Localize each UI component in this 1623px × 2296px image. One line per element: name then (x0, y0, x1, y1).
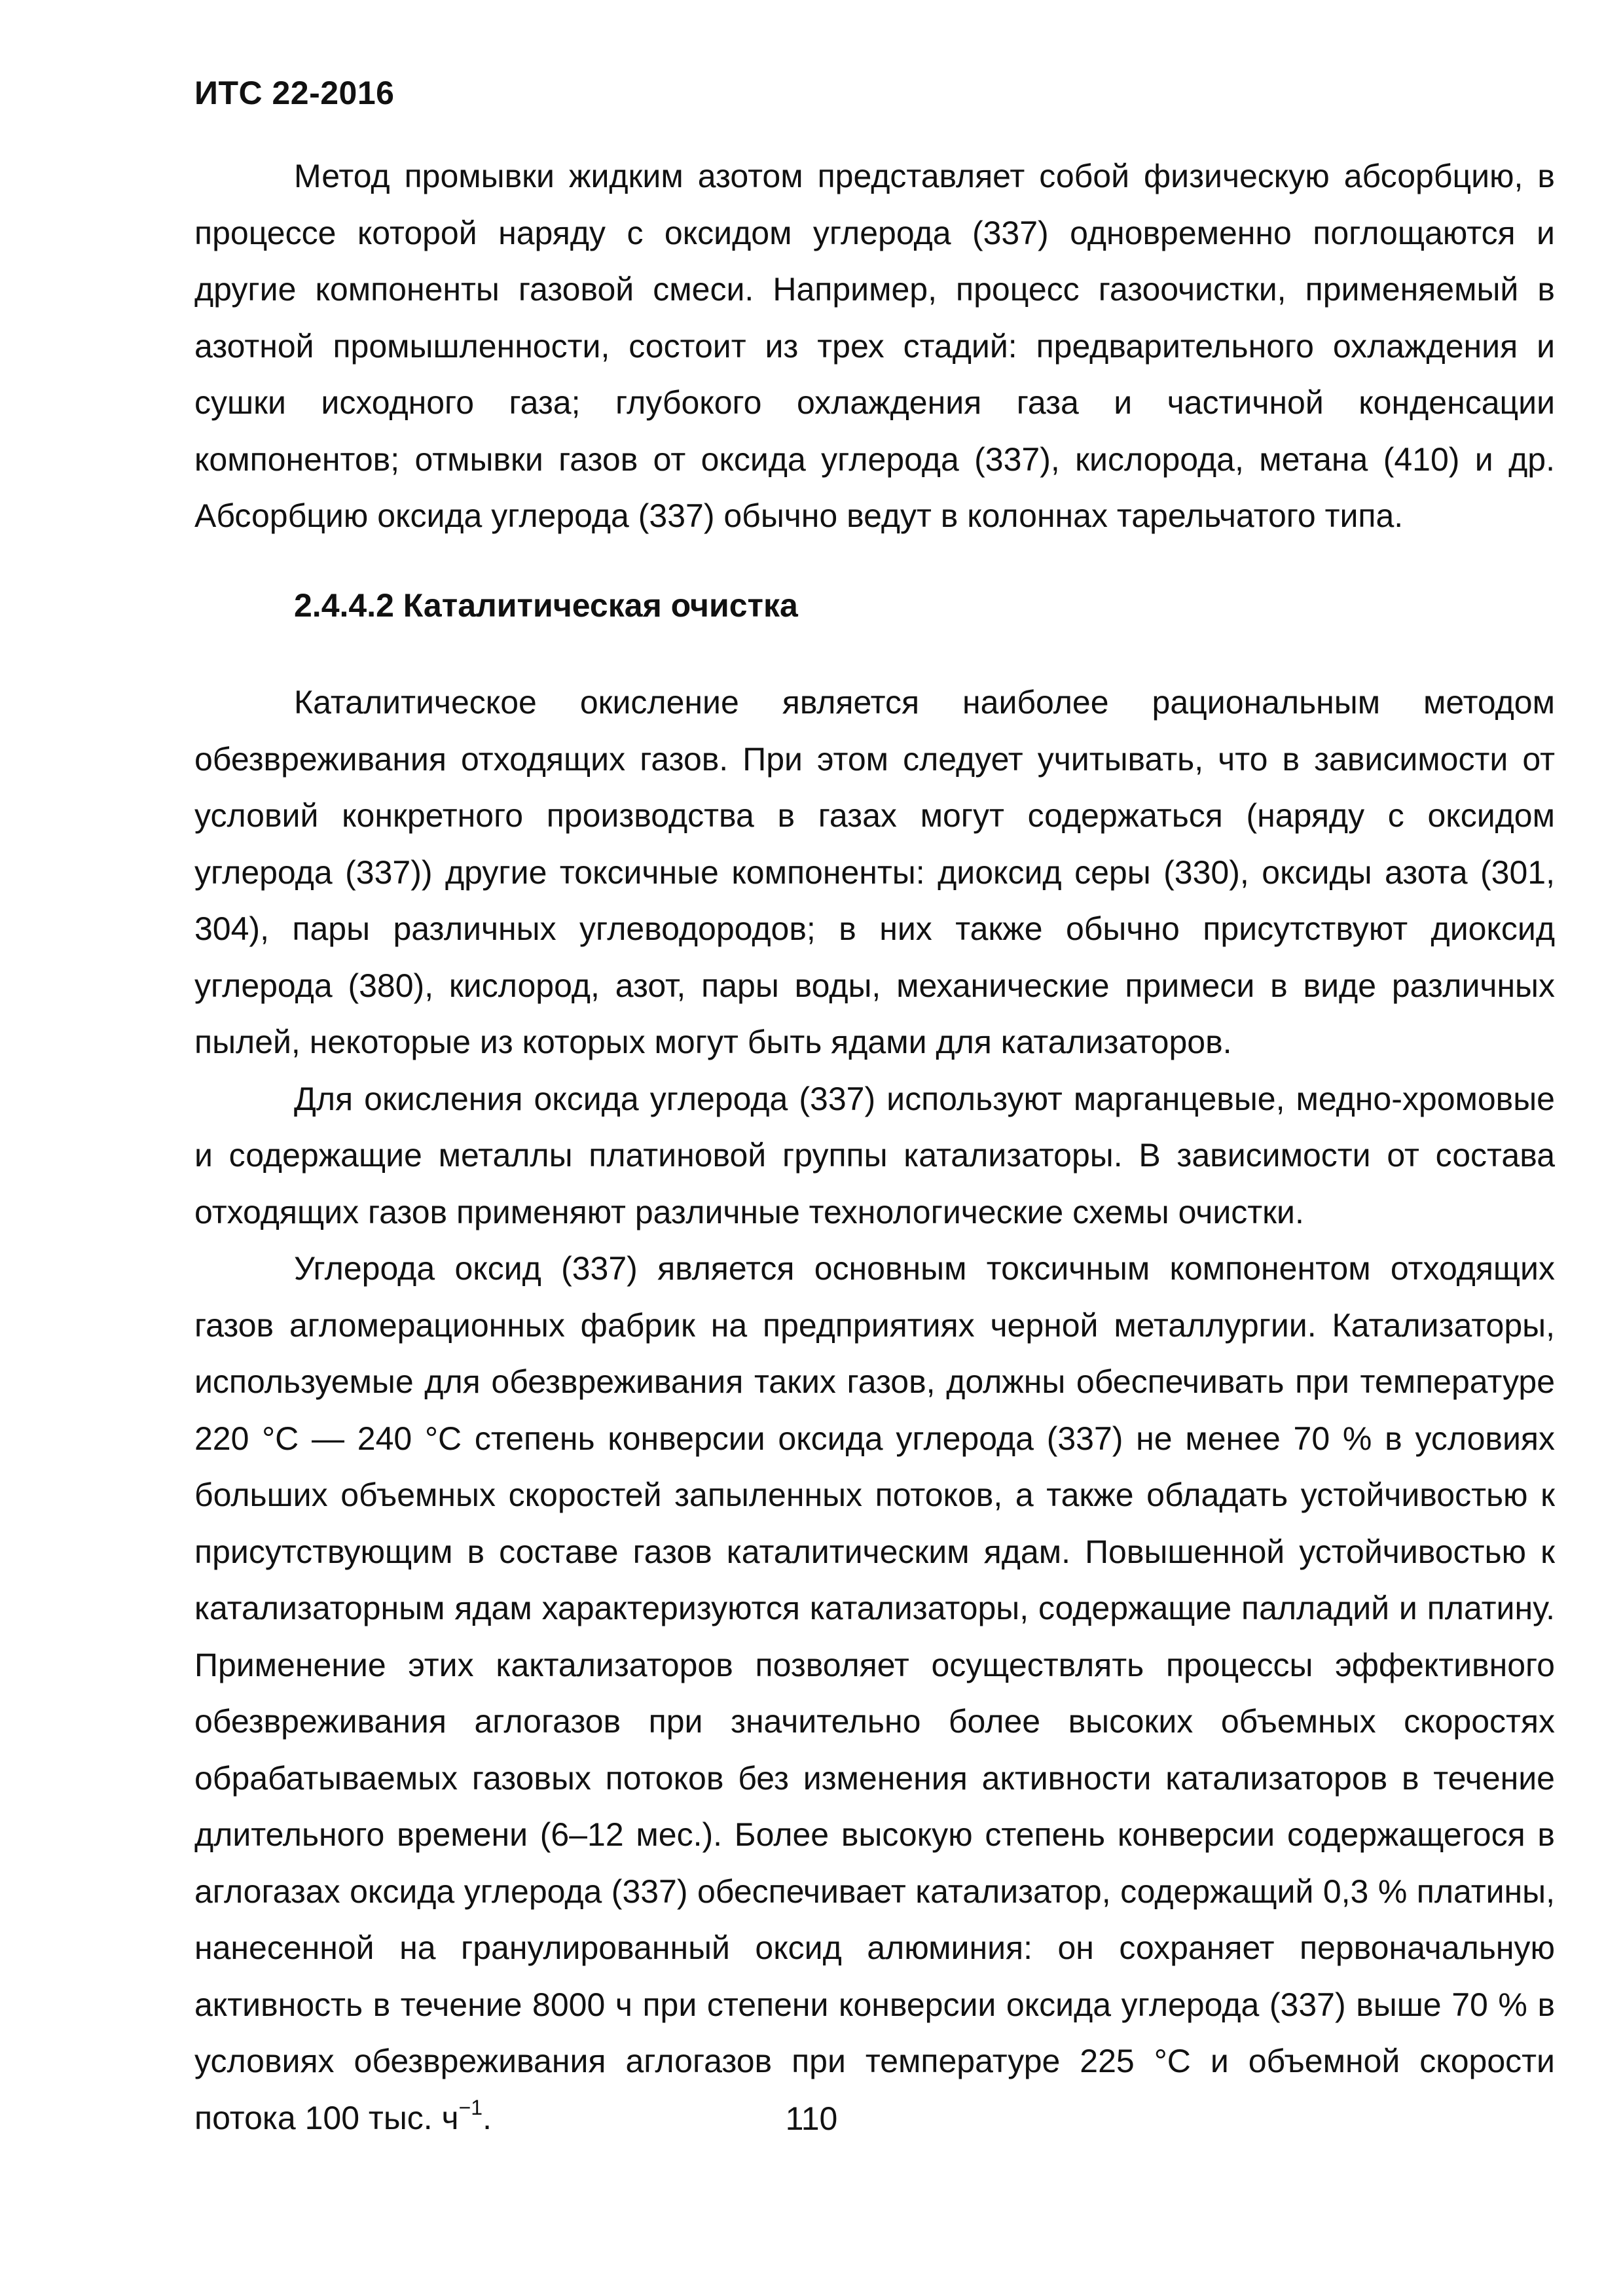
section-heading-catalytic-cleaning: 2.4.4.2 Каталитическая очистка (294, 586, 798, 624)
paragraph-end-period: . (483, 2099, 492, 2136)
paragraph-agglomeration-gases (194, 1240, 1555, 2146)
page-body (194, 148, 1555, 2146)
paragraph-catalytic-oxidation: Каталитическое окисление является наиболее рациональным методом обезвреживания отходящих газов. При этом следует учитывать, что в зависимости от условий конкретного производства в газах могут содержаться (наряду с оксидом углерода (337)) другие токсичные компоненты: диоксид серы (330), оксиды азота (301, 304), пары различных углеводородов; в них также обычно присутствуют диоксид углерода (380), кислород, азот, пары воды, механические примеси в виде различных пылей, некоторые из которых могут быть ядами для катализаторов. (194, 684, 1555, 1060)
document-code-header: ИТС 22-2016 (194, 75, 395, 111)
superscript-exponent: −1 (458, 2095, 483, 2119)
paragraph-agglomeration-gases-text: Углерода оксид (337) является основным токсичным компонентом отходящих газов агломерационных фабрик на предприятиях черной металлургии. Катализаторы, используемые для обезвреживания таких газов, должны обеспечивать при температуре 220 °С — 240 °С степень конверсии оксида углерода (337) не менее 70 % в условиях больших объемных скоростей запыленных потоков, а также обладать устойчивостью к присутствующим в составе газов каталитическим ядам. Повышенной устойчивостью к катализаторным ядам характеризуются катализаторы, содержащие палладий и платину. Применение этих кактализаторов позволяет осуществлять процессы эффективного обезвреживания аглогазов при значительно более высоких объемных скоростях обрабатываемых газовых потоков без изменения активности катализаторов в течение длительного времени (6–12 мес.). Более высокую степень конверсии содержащегося в аглогазах оксида углерода (337) обеспечивает катализатор, содержащий 0,3 % платины, нанесенной на гранулированный оксид алюминия: он сохраняет первоначальную активность в течение 8000 ч при степени конверсии оксида углерода (337) выше 70 % в условиях обезвреживания аглогазов при температуре 225 °С и объемной скорости потока 100 тыс. ч (194, 1250, 1555, 2136)
page-number: 110 (785, 2100, 838, 2137)
paragraph-catalysts-for-co-oxidation: Для окисления оксида углерода (337) используют марганцевые, медно-хромовые и содержащие металлы платиновой группы катализаторы. В зависимости от состава отходящих газов применяют различные технологические схемы очистки. (194, 1080, 1555, 1230)
paragraph-liquid-nitrogen-washing: Метод промывки жидким азотом представляет собой физическую абсорбцию, в процессе которой наряду с оксидом углерода (337) одновременно поглощаются и другие компоненты газовой смеси. Например, процесс газоочистки, применяемый в азотной промышленности, состоит из трех стадий: предварительного охлаждения и сушки исходного газа; глубокого охлаждения газа и частичной конденсации компонентов; отмывки газов от оксида углерода (337), кислорода, метана (410) и др. Абсорбцию оксида углерода (337) обычно ведут в колоннах тарельчатого типа. (194, 158, 1555, 534)
